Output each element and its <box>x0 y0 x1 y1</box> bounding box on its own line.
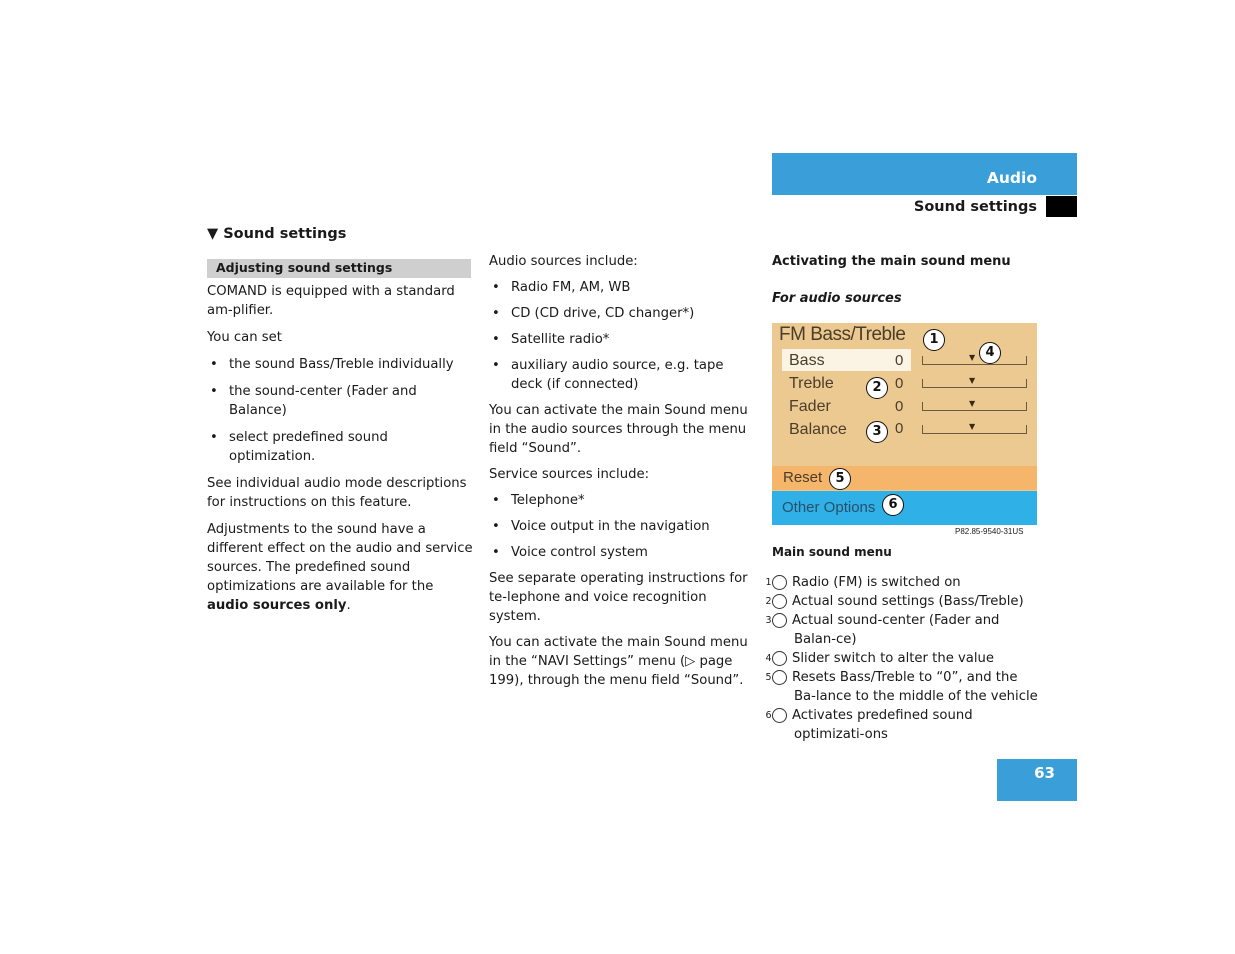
figure-reference: P82.85-9540-31US <box>955 527 1024 536</box>
callout-2: 2 <box>866 377 888 399</box>
reset-label: Reset <box>783 469 823 486</box>
column-1 <box>207 282 473 615</box>
legend-list <box>765 573 1040 744</box>
list-item: • Telephone* <box>492 493 585 508</box>
row-value: 0 <box>895 375 904 392</box>
row-label: Bass <box>789 352 825 369</box>
legend-item: 4 Slider switch to alter the value <box>765 651 995 666</box>
column-2 <box>489 252 757 690</box>
slider <box>922 353 1027 365</box>
section-header <box>772 196 1077 218</box>
procedure-subheading: For audio sources <box>772 291 902 306</box>
slider <box>922 376 1027 388</box>
row-label: Balance <box>789 421 847 438</box>
paragraph: Service sources include: <box>489 467 650 482</box>
row-value: 0 <box>895 352 904 369</box>
row-value: 0 <box>895 398 904 415</box>
legend-item: 5 Resets Bass/Treble to “0”, and the Ba-lance to the middle of the vehicle <box>765 670 1038 704</box>
paragraph: You can activate the main Sound menu in the audio sources through the menu field “Sound”. <box>489 403 748 456</box>
paragraph: COMAND is equipped with a standard am-plifier. <box>207 284 455 318</box>
paragraph: Audio sources include: <box>489 254 638 269</box>
triangle-icon: ▼ <box>207 226 219 242</box>
header-marker <box>1046 196 1077 217</box>
chapter-header <box>772 153 1077 195</box>
list-item: • auxiliary audio source, e.g. tape deck (if connected) <box>492 358 724 392</box>
chapter-title: Audio <box>986 169 1037 187</box>
procedure-heading: Activating the main sound menu <box>772 254 1011 269</box>
list-item: • Voice control system <box>492 545 648 560</box>
list-item: • CD (CD drive, CD changer*) <box>492 306 695 321</box>
slider <box>922 422 1027 434</box>
slider-knob-icon: ▼ <box>969 376 976 385</box>
page-number: 63 <box>1034 764 1055 782</box>
paragraph: See separate operating instructions for te-lephone and voice recognition system. <box>489 571 748 624</box>
emphasis: audio sources only <box>207 598 347 613</box>
callout-1: 1 <box>923 329 945 351</box>
paragraph: Adjustments to the sound have a different effect on the audio and service sources. The predefined sound optimizations are available for the audio sources only. <box>207 522 473 613</box>
legend-item: 1 Radio (FM) is switched on <box>765 575 961 590</box>
slider-knob-icon: ▼ <box>969 353 976 362</box>
page-number-tab <box>997 759 1077 801</box>
list-item: • the sound-center (Fader and Balance) <box>210 384 417 418</box>
section-header-title: Sound settings <box>913 199 1037 215</box>
screen-title: FM Bass/Treble <box>779 324 906 345</box>
slider-knob-icon: ▼ <box>969 422 976 431</box>
legend-item: 3 Actual sound-center (Fader and Balan-ce) <box>765 613 1000 647</box>
callout-5: 5 <box>829 468 851 490</box>
slider <box>922 399 1027 411</box>
section-title-text: Sound settings <box>223 226 347 242</box>
reset-bar <box>772 466 1037 490</box>
list-item: • Satellite radio* <box>492 332 610 347</box>
list-item: • the sound Bass/Treble individually <box>210 357 454 372</box>
row-label: Treble <box>789 375 834 392</box>
row-value: 0 <box>895 420 904 437</box>
paragraph: See individual audio mode descriptions for instructions on this feature. <box>207 476 467 510</box>
callout-3: 3 <box>866 421 888 443</box>
paragraph: You can set <box>207 330 282 345</box>
section-title <box>207 226 346 242</box>
paragraph: You can activate the main Sound menu in the “NAVI Settings” menu (▷ page 199), through the menu field “Sound”. <box>489 635 748 688</box>
figure-caption: Main sound menu <box>772 545 892 559</box>
list-item: • select predefined sound optimization. <box>210 430 388 464</box>
callout-6: 6 <box>882 494 904 516</box>
row-label: Fader <box>789 398 831 415</box>
list-item: • Voice output in the navigation <box>492 519 710 534</box>
subsection-bar <box>207 259 471 278</box>
legend-item: 2 Actual sound settings (Bass/Treble) <box>765 594 1024 609</box>
other-options-label: Other Options <box>782 499 876 516</box>
list-item: • Radio FM, AM, WB <box>492 280 631 295</box>
subsection-title: Adjusting sound settings <box>216 260 393 275</box>
callout-4: 4 <box>979 342 1001 364</box>
sound-menu-screen <box>772 323 1037 525</box>
legend-item: 6 Activates predefined sound optimizati-ons <box>765 708 973 742</box>
slider-knob-icon: ▼ <box>969 399 976 408</box>
other-options-bar <box>772 491 1037 525</box>
